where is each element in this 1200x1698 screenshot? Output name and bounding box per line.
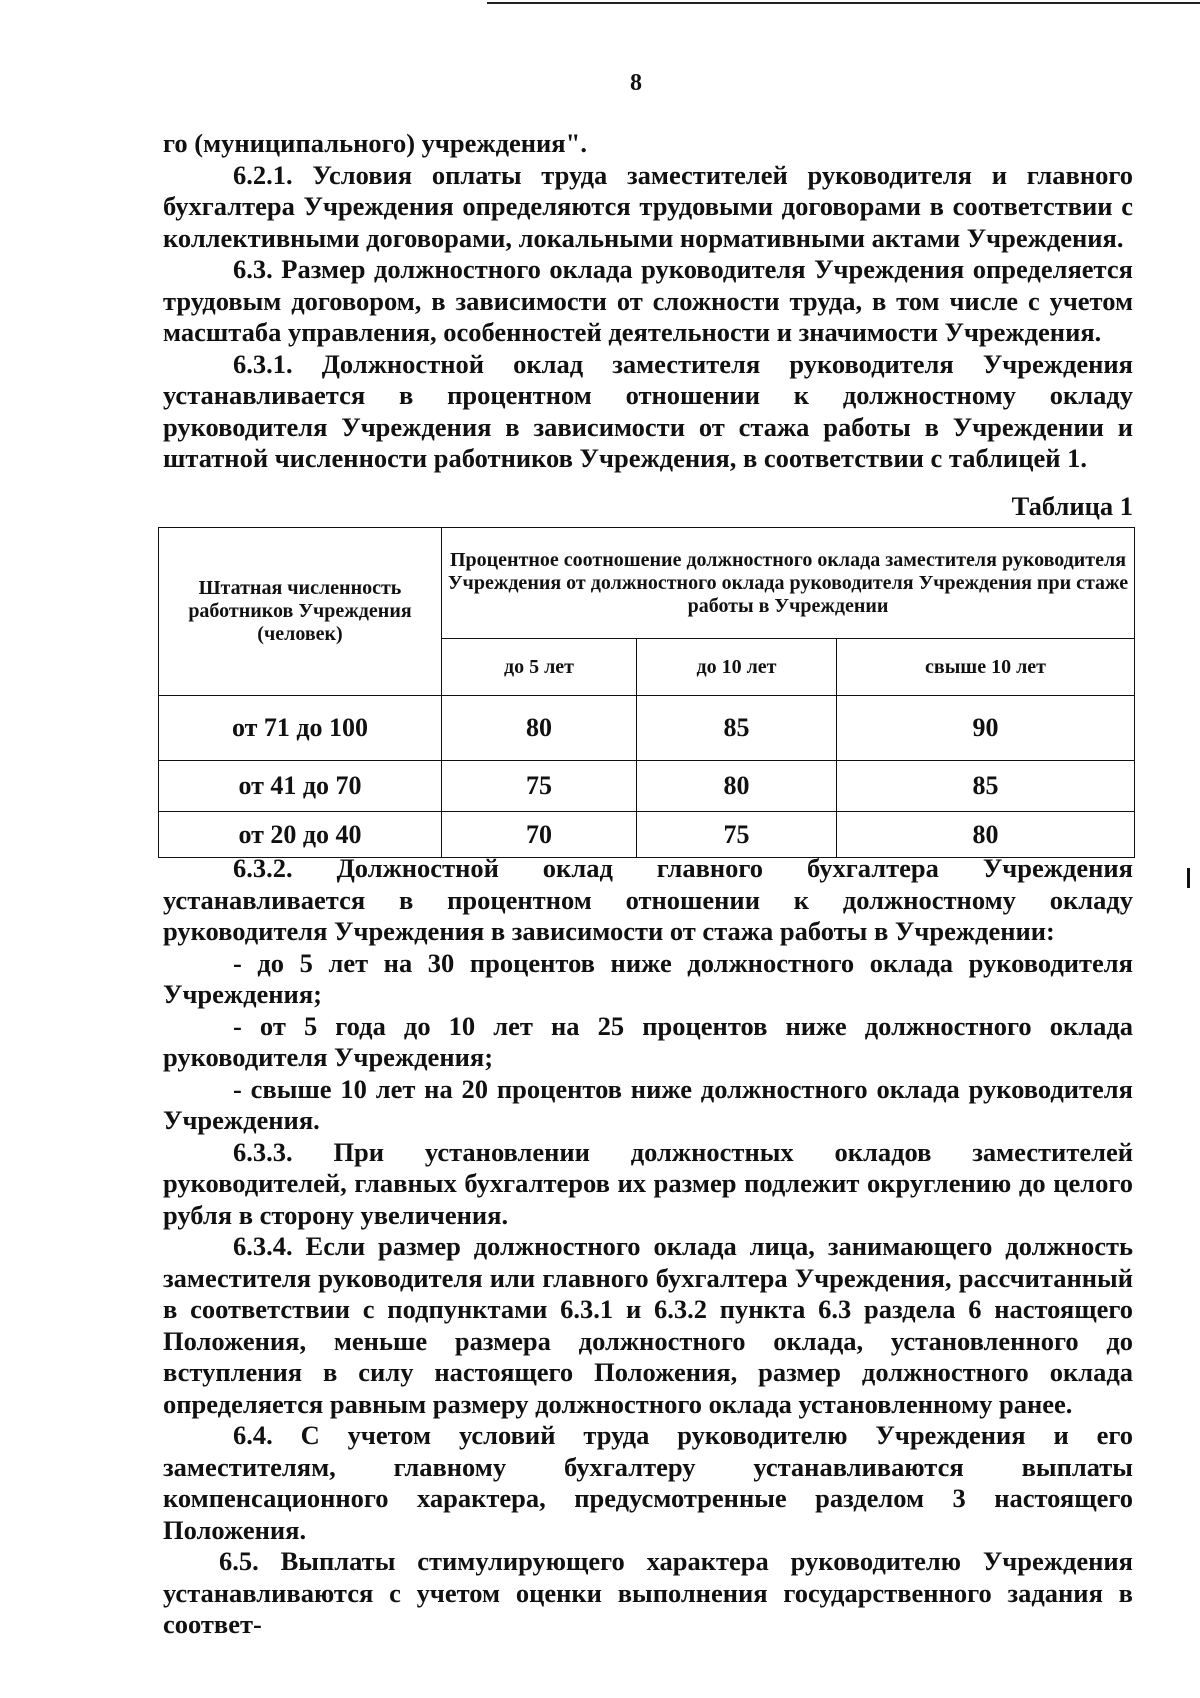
table-row — [159, 696, 1135, 761]
table-caption: Таблица 1 — [1011, 491, 1133, 521]
column-header-2: свыше 10 лет — [837, 639, 1135, 696]
page-number: 8 — [630, 70, 642, 96]
table-cell: 75 — [637, 812, 837, 858]
table-cell: 80 — [837, 812, 1135, 858]
table-cell: 75 — [442, 761, 637, 812]
text-block-top — [163, 128, 1133, 475]
salary-table-wrapper — [158, 527, 1134, 858]
paragraph-6-5: 6.5. Выплаты стимулирующего характера руководителю Учреждения устанавливаются с учетом оценки выполнения государственного задания в соответ- — [163, 1546, 1133, 1639]
paragraph-continuation: го (муниципального) учреждения". — [163, 128, 587, 158]
table-cell: 85 — [837, 761, 1135, 812]
row-label: от 41 до 70 — [159, 761, 442, 812]
row-header-cell: Штатная численность работников Учреждения (человек) — [159, 528, 442, 696]
table-cell: 90 — [837, 696, 1135, 761]
list-item-over-10-years: - свыше 10 лет на 20 процентов ниже должностного оклада руководителя Учреждения. — [163, 1073, 1133, 1135]
column-header-1: до 10 лет — [637, 639, 837, 696]
row-label: от 71 до 100 — [159, 696, 442, 761]
paragraph-6-3-2: 6.3.2. Должностной оклад главного бухгалтера Учреждения устанавливается в процентном отношении к должностному окладу руководителя Учреждения в зависимости от стажа работы в Учреждении: — [163, 853, 1133, 946]
column-header-0: до 5 лет — [442, 639, 637, 696]
paragraph-6-3-4: 6.3.4. Если размер должностного оклада лица, занимающего должность заместителя руководителя или главного бухгалтера Учреждения, рассчитанный в соответствии с подпунктами 6.3.1 и 6.3.2 пункта 6.3 раздела 6 настоящего Положения, меньше размера должностного оклада, установленного до вступления в силу настоящего Положения, размер должностного оклада определяется равным размеру должностного оклада установленному ранее. — [163, 1231, 1133, 1419]
paragraph-6-3: 6.3. Размер должностного оклада руководителя Учреждения определяется трудовым договором, в зависимости от сложности труда, в том числе с учетом масштаба управления, особенностей деятельности и значимости Учреждения. — [163, 254, 1133, 347]
list-item-up-to-5-years: - до 5 лет на 30 процентов ниже должностного оклада руководителя Учреждения; — [163, 947, 1133, 1009]
top-rule — [487, 2, 1200, 4]
table-cell: 80 — [442, 696, 637, 761]
table-row — [159, 812, 1135, 858]
row-label: от 20 до 40 — [159, 812, 442, 858]
paragraph-6-3-1: 6.3.1. Должностной оклад заместителя руководителя Учреждения устанавливается в процентном отношении к должностному окладу руководителя Учреждения в зависимости от стажа работы в Учреждении и штатной численности работников Учреждения, в соответствии с таблицей 1. — [163, 348, 1133, 473]
paragraph-6-3-3: 6.3.3. При установлении должностных окладов заместителей руководителей, главных бухгалтеров их размер подлежит округлению до целого рубля в сторону увеличения. — [163, 1136, 1133, 1230]
table-cell: 80 — [637, 761, 837, 812]
table-cell: 85 — [637, 696, 837, 761]
table-row — [159, 761, 1135, 812]
paragraph-6-4: 6.4. С учетом условий труда руководителю Учреждения и его заместителям, главному бухгалтеру устанавливаются выплаты компенсационного характера, предусмотренные разделом 3 настоящего Положения. — [163, 1420, 1133, 1545]
text-block-bottom — [163, 853, 1133, 1641]
salary-table — [158, 527, 1135, 858]
list-item-5-to-10-years: - от 5 года до 10 лет на 25 процентов ниже должностного оклада руководителя Учреждения; — [163, 1010, 1133, 1072]
margin-mark — [1187, 868, 1190, 888]
table-cell: 70 — [442, 812, 637, 858]
group-header-cell: Процентное соотношение должностного оклада заместителя руководителя Учреждения от должностного оклада руководителя Учреждения при стаже работы в Учреждении — [442, 528, 1135, 639]
paragraph-6-2-1: 6.2.1. Условия оплаты труда заместителей руководителя и главного бухгалтера Учреждения определяются трудовыми договорами в соответствии с коллективными договорами, локальными нормативными актами Учреждения. — [163, 159, 1133, 253]
